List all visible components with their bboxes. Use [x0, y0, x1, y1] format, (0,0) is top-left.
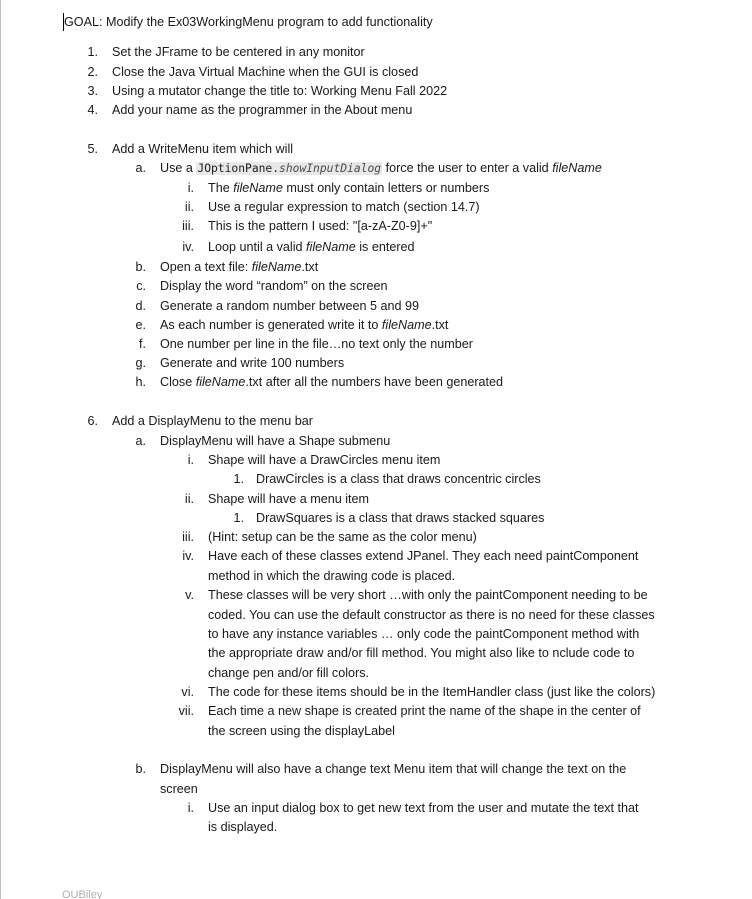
- sub-sub-item: (Hint: setup can be the same as the color menu): [208, 530, 477, 544]
- sub-item-continued: screen: [160, 782, 198, 796]
- sub-sub-item: The fileName must only contain letters or numbers: [208, 181, 490, 195]
- roman-label: iii.: [182, 530, 194, 544]
- roman-label: i.: [187, 801, 194, 815]
- sub-sub-item: Shape will have a DrawCircles menu item: [208, 453, 441, 467]
- sub-sub-item: Shape will have a menu item: [208, 492, 370, 506]
- sub-sub-item: Loop until a valid fileName is entered: [208, 240, 415, 254]
- sub-sub-item-continued: change pen and/or fill colors.: [208, 666, 370, 680]
- roman-label: ii.: [184, 200, 194, 214]
- goal-heading: GOAL: Modify the Ex03WorkingMenu program to add functionality: [64, 15, 433, 29]
- sub-sub-item-continued: the screen using the displayLabel: [208, 724, 395, 738]
- list-number: 4.: [87, 103, 98, 117]
- nested-number: 1.: [233, 472, 244, 486]
- sub-sub-item-continued: to have any instance variables … only code the paintComponent method with: [208, 627, 640, 641]
- list-item: Add a WriteMenu item which will: [112, 142, 294, 156]
- sub-sub-item: Each time a new shape is created print the name of the shape in the center of: [208, 704, 641, 718]
- nested-number: 1.: [233, 511, 244, 525]
- roman-label: i.: [187, 181, 194, 195]
- list-number: 1.: [87, 45, 98, 59]
- sub-item: One number per line in the file…no text only the number: [160, 337, 473, 351]
- sub-label: e.: [135, 318, 146, 332]
- list-number: 5.: [87, 142, 98, 156]
- list-item: Using a mutator change the title to: Working Menu Fall 2022: [112, 84, 448, 98]
- sub-item: Open a text file: fileName.txt: [160, 260, 319, 274]
- sub-label: a.: [135, 161, 146, 175]
- list-number: 6.: [87, 414, 98, 428]
- sub-item: DisplayMenu will also have a change text Menu item that will change the text on the: [160, 762, 627, 776]
- sub-sub-item-continued: method in which the drawing code is placed.: [208, 569, 456, 583]
- list-number: 3.: [87, 84, 98, 98]
- sub-sub-item: Use an input dialog box to get new text from the user and mutate the text that: [208, 801, 639, 815]
- sub-label: b.: [135, 260, 146, 274]
- sub-sub-item: The code for these items should be in the ItemHandler class (just like the colors): [208, 685, 656, 699]
- list-item: Set the JFrame to be centered in any monitor: [112, 45, 365, 59]
- sub-sub-item: This is the pattern I used: "[a-zA-Z0-9]+": [208, 219, 433, 233]
- sub-sub-item: These classes will be very short …with only the paintComponent needing to be: [208, 588, 648, 602]
- sub-item: DisplayMenu will have a Shape submenu: [160, 434, 391, 448]
- roman-label: v.: [185, 588, 194, 602]
- page-footer: OUBiley: [62, 889, 103, 899]
- list-item: Close the Java Virtual Machine when the GUI is closed: [112, 65, 419, 79]
- roman-label: iv.: [182, 240, 194, 254]
- nested-item: DrawCircles is a class that draws concentric circles: [256, 472, 541, 486]
- sub-item-joptionpane: Use a JOptionPane.showInputDialog force the user to enter a valid fileName: [160, 161, 602, 175]
- roman-label: iii.: [182, 219, 194, 233]
- list-number: 2.: [87, 65, 98, 79]
- nested-item: DrawSquares is a class that draws stacked squares: [256, 511, 545, 525]
- roman-label: iv.: [182, 549, 194, 563]
- roman-label: i.: [187, 453, 194, 467]
- sub-sub-item-continued: is displayed.: [208, 820, 278, 834]
- sub-item: Generate a random number between 5 and 99: [160, 299, 420, 313]
- sub-sub-item: Have each of these classes extend JPanel. They each need paintComponent: [208, 549, 639, 563]
- page-left-edge: [0, 0, 1, 899]
- sub-label: a.: [135, 434, 146, 448]
- sub-item: Generate and write 100 numbers: [160, 356, 345, 370]
- sub-label: h.: [135, 375, 146, 389]
- roman-label: vii.: [178, 704, 194, 718]
- list-item: Add a DisplayMenu to the menu bar: [112, 414, 313, 428]
- roman-label: ii.: [184, 492, 194, 506]
- sub-item: Close fileName.txt after all the numbers have been generated: [160, 375, 504, 389]
- sub-label: b.: [135, 762, 146, 776]
- sub-label: f.: [139, 337, 146, 351]
- sub-sub-item-continued: coded. You can use the default constructor as there is no need for these classes: [208, 608, 655, 622]
- sub-label: g.: [135, 356, 146, 370]
- sub-item: Display the word “random” on the screen: [160, 279, 388, 293]
- list-item: Add your name as the programmer in the About menu: [112, 103, 413, 117]
- code-snippet: JOptionPane.showInputDialog: [197, 162, 382, 175]
- sub-label: d.: [135, 299, 146, 313]
- sub-label: c.: [136, 279, 146, 293]
- sub-sub-item: Use a regular expression to match (section 14.7): [208, 200, 480, 214]
- sub-sub-item-continued: the appropriate draw and/or fill method. You might also like to nclude code to: [208, 646, 635, 660]
- roman-label: vi.: [181, 685, 194, 699]
- sub-item: As each number is generated write it to fileName.txt: [160, 318, 449, 332]
